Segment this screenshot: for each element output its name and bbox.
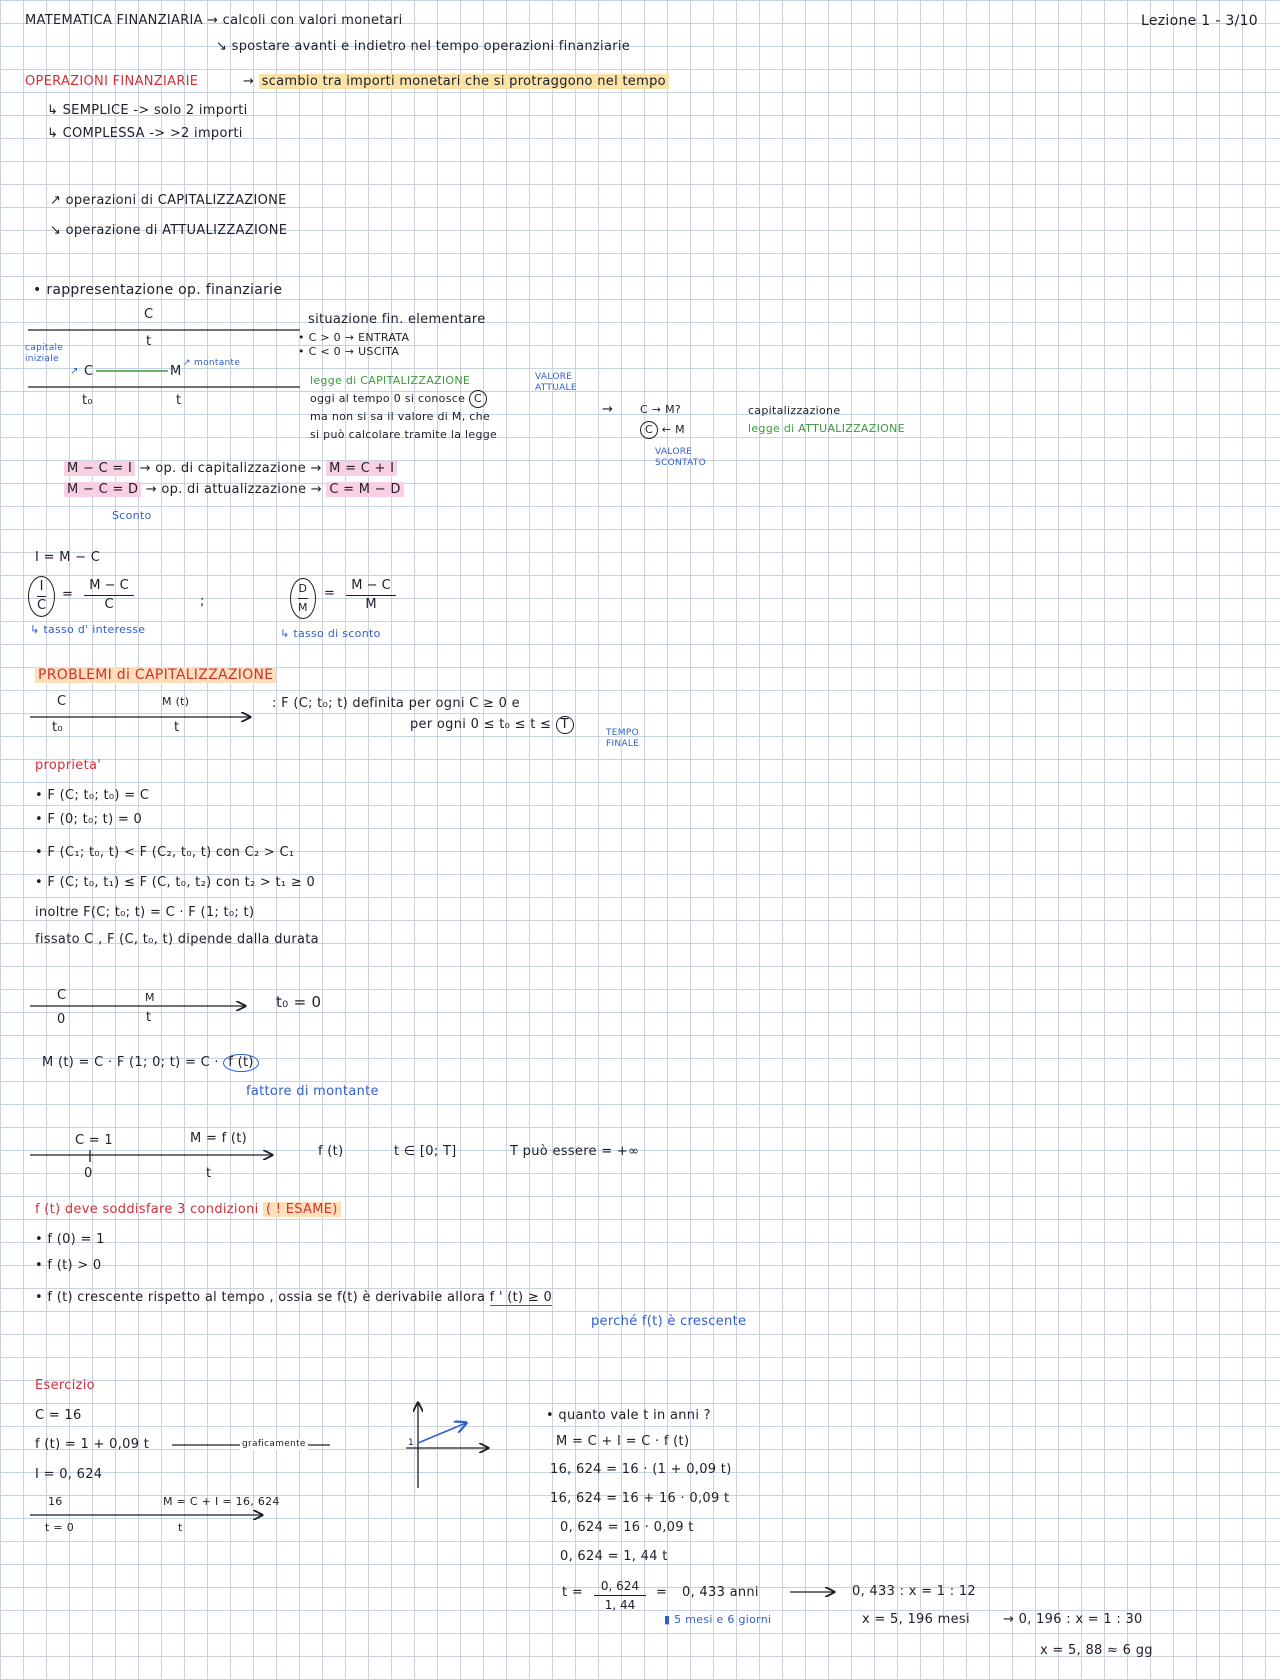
proporzione-3-row: → 0, 196 : x = 1 : 30 <box>1003 1612 1143 1627</box>
condizione-2: • f (t) > 0 <box>35 1258 102 1273</box>
problemi-t: t <box>174 720 180 735</box>
mesi-giorni-text: 5 mesi e 6 giorni <box>674 1613 772 1626</box>
axis-top-c: C <box>144 307 154 322</box>
proporzione-1: 0, 433 : x = 1 : 12 <box>852 1584 977 1599</box>
frac-i-bar <box>37 596 46 597</box>
proprieta-2: • F (0; t₀; t) = 0 <box>35 812 143 827</box>
t-fraction-den: 1, 44 <box>604 1598 636 1612</box>
ft-circled: f (t) <box>223 1054 258 1072</box>
esercizio-ft: f (t) = 1 + 0,09 t <box>35 1437 150 1452</box>
equazione-2: 16, 624 = 16 · (1 + 0,09 t) <box>550 1462 732 1477</box>
equazione-5: 0, 624 = 1, 44 t <box>560 1549 668 1564</box>
legge-line-1 <box>310 390 487 408</box>
fattore-zero-2: 0 <box>84 1166 93 1181</box>
esercizio-c: C = 16 <box>35 1408 82 1423</box>
frac-mc-bar <box>84 595 134 596</box>
fattore-t: t <box>146 1010 152 1025</box>
graph-label-1: 1 <box>408 1438 415 1448</box>
valore-attuale-label: VALORE ATTUALE <box>535 372 577 393</box>
legge-attualizzazione-label: legge di ATTUALIZZAZIONE <box>748 422 905 435</box>
capitalizzazione-word: capitalizzazione <box>748 404 841 417</box>
arrow-to-cm: → <box>602 402 614 417</box>
c-label: C <box>84 364 94 379</box>
esercizio-axis-m: M = C + I = 16, 624 <box>163 1495 280 1508</box>
c-equals-1: C = 1 <box>75 1133 114 1148</box>
relazione-capitalizzazione <box>64 461 397 477</box>
m-label: M <box>170 364 182 379</box>
proprieta-6: fissato C , F (C, t₀, t) dipende dalla durata <box>35 932 319 947</box>
relazione-attualizzazione <box>64 482 404 498</box>
semplice-text: SEMPLICE -> solo 2 importi <box>62 103 248 118</box>
proprieta-3: • F (C₁; t₀, t) < F (C₂, t₀, t) con C₂ > C₁ <box>35 845 295 860</box>
graph-line <box>418 1423 466 1443</box>
frac-d-eq: = <box>324 586 336 601</box>
m-c-i: M − C = I <box>64 461 135 476</box>
uscita-label: • C < 0 → USCITA <box>298 345 400 358</box>
proporzione-3: 0, 196 : x = 1 : 30 <box>1018 1612 1143 1627</box>
semicolon: ; <box>200 594 205 609</box>
fattore-c: C <box>57 988 67 1003</box>
derivata-condition: f ' (t) ≥ 0 <box>489 1290 553 1305</box>
legge-c-circle: C <box>469 390 487 408</box>
t-equals: t = <box>562 1585 584 1600</box>
mt-equation-text: M (t) = C · F (1; 0; t) = C · <box>42 1055 219 1070</box>
condizioni-title <box>35 1202 341 1218</box>
tasso-interesse-label: ↳ tasso d' interesse <box>30 623 146 636</box>
c-eq-m-minus-d: C = M − D <box>326 482 403 497</box>
legge-line-3: si può calcolare tramite la legge <box>310 428 498 441</box>
capitalizzazione-text: operazioni di CAPITALIZZAZIONE <box>65 193 287 208</box>
perche-crescente: perché f(t) è crescente <box>591 1314 747 1329</box>
sconto-label: Sconto <box>112 509 152 522</box>
proporzione-4: x = 5, 88 ≈ 6 gg <box>1040 1643 1153 1658</box>
domanda-t-anni: • quanto vale t in anni ? <box>546 1408 711 1423</box>
problemi-c: C <box>57 694 67 709</box>
frac-md-bar <box>346 595 396 596</box>
t-fraction-eq: = <box>656 1585 668 1600</box>
operazioni-heading: OPERAZIONI FINANZIARIE <box>25 74 199 89</box>
fattore-montante-label: fattore di montante <box>246 1084 379 1099</box>
graficamente-label: graficamente <box>242 1439 306 1449</box>
frac-md-den: M <box>365 597 377 612</box>
page-title: MATEMATICA FINANZIARIA <box>25 13 203 28</box>
legge-line-1-text: oggi al tempo 0 si conosce <box>310 392 466 405</box>
montante-text: montante <box>194 358 241 368</box>
t-interval: t ∈ [0; T] <box>394 1144 457 1159</box>
op-attualizzazione: → op. di attualizzazione → <box>145 482 322 497</box>
proprieta-4: • F (C; t₀, t₁) ≤ F (C, t₀, t₂) con t₂ > t₁ ≥ 0 <box>35 875 316 890</box>
m-c-d: M − C = D <box>64 482 141 497</box>
valore-scontato-label: VALORE SCONTATO <box>655 447 707 468</box>
tempo-finale-label: TEMPO FINALE <box>606 728 640 749</box>
c-back-m-text: ← M <box>661 423 685 436</box>
rappresentazione-title: • rappresentazione op. finanziarie <box>33 282 283 298</box>
m-eq-c-plus-i: M = C + I <box>326 461 397 476</box>
anni-result: 0, 433 anni <box>682 1585 759 1600</box>
problemi-heading-text: PROBLEMI di CAPITALIZZAZIONE <box>35 667 276 683</box>
capitalizzazione-line: ↗ operazioni di CAPITALIZZAZIONE <box>50 193 287 208</box>
problemi-t0: t₀ <box>52 720 63 735</box>
c-to-m-label: C → M? <box>640 403 682 416</box>
t-plus-infinity: T può essere = +∞ <box>510 1144 640 1159</box>
op-capitalizzazione: → op. di capitalizzazione → <box>139 461 322 476</box>
attualizzazione-text: operazione di ATTUALIZZAZIONE <box>65 223 288 238</box>
complessa-line: ↳ COMPLESSA -> >2 importi <box>47 126 243 141</box>
esercizio-axis-16: 16 <box>48 1495 63 1508</box>
tasso-interesse-text: tasso d' interesse <box>43 623 146 636</box>
t0-equals-zero: t₀ = 0 <box>276 993 322 1011</box>
m-minus-c-over-m <box>346 578 396 613</box>
operazioni-definition-text: scambio tra importi monetari che si protraggono nel tempo <box>259 74 669 89</box>
frac-md-num: M − C <box>351 578 391 593</box>
entrata-label: • C > 0 → ENTRATA <box>298 331 410 344</box>
situazione-label: situazione fin. elementare <box>308 312 486 327</box>
t-circled: T <box>556 716 574 734</box>
equazione-4: 0, 624 = 16 · 0,09 t <box>560 1520 694 1535</box>
mesi-giorni-result <box>664 1612 771 1628</box>
capitale-iniziale-label: capitale iniziale <box>25 343 64 364</box>
frac-d-bar <box>298 598 308 599</box>
legge-capitalizzazione-title: legge di CAPITALIZZAZIONE <box>310 374 471 387</box>
problemi-heading <box>35 667 276 683</box>
equazione-3: 16, 624 = 16 + 16 · 0,09 t <box>550 1491 730 1506</box>
proprieta-1: • F (C; t₀; t₀) = C <box>35 788 150 803</box>
tasso-interesse-fraction <box>28 576 55 617</box>
header-arrow-2: ↘ spostare avanti e indietro nel tempo operazioni finanziarie <box>216 39 631 54</box>
header-arrow-2-text: spostare avanti e indietro nel tempo operazioni finanziarie <box>231 39 631 54</box>
condizione-3 <box>35 1290 552 1306</box>
c-circled: C <box>640 421 658 439</box>
equazione-1: M = C + I = C · f (t) <box>556 1434 690 1449</box>
m-equals-ft: M = f (t) <box>190 1131 248 1146</box>
condizione-3-text: • f (t) crescente rispetto al tempo , ossia se f(t) è derivabile allora <box>35 1290 486 1305</box>
t-fraction <box>594 1578 646 1613</box>
c-back-m-row <box>640 421 685 439</box>
proprieta-heading: proprieta' <box>35 758 102 773</box>
frac-d-den: M <box>298 601 308 614</box>
rappresentazione-title-text: rappresentazione op. finanziarie <box>46 282 283 298</box>
proporzione-2: x = 5, 196 mesi <box>862 1612 970 1627</box>
complessa-text: COMPLESSA -> >2 importi <box>62 126 243 141</box>
frac-mc-den: C <box>104 597 114 612</box>
tasso-sconto-fraction <box>290 578 316 619</box>
fattore-zero: 0 <box>57 1012 66 1027</box>
condizione-1: • f (0) = 1 <box>35 1232 105 1247</box>
esame-note: ( ! ESAME) <box>263 1202 341 1217</box>
f-definition-2-text: per ogni 0 ≤ t₀ ≤ t ≤ <box>410 717 552 732</box>
operazioni-definition: → scambio tra importi monetari che si protraggono nel tempo <box>243 74 669 90</box>
arrow-capitale: ↗ <box>70 366 79 377</box>
frac-i-eq: = <box>62 587 74 602</box>
semplice-line: ↳ SEMPLICE -> solo 2 importi <box>47 103 248 118</box>
axis-top-t: t <box>146 334 152 349</box>
tasso-sconto-text: tasso di sconto <box>293 627 381 640</box>
i-equals-m-minus-c: I = M − C <box>35 550 101 565</box>
frac-i-num: I <box>39 579 44 594</box>
frac-i-den: C <box>37 598 47 613</box>
t-fraction-bar <box>594 1595 646 1596</box>
tasso-sconto-label: ↳ tasso di sconto <box>280 627 381 640</box>
fattore-m: M <box>145 991 155 1004</box>
proprieta-5: inoltre F(C; t₀; t) = C · F (1; t₀; t) <box>35 905 255 920</box>
mesi-giorni-bullet: ▮ <box>664 1613 671 1626</box>
t-label: t <box>176 393 182 408</box>
mt-equation <box>42 1054 259 1072</box>
montante-label: ↗ montante <box>183 358 241 368</box>
problemi-mt: M (t) <box>162 695 190 708</box>
header-arrow-1: → calcoli con valori monetari <box>207 13 403 28</box>
legge-line-2: ma non si sa il valore di M, che <box>310 410 490 423</box>
t-fraction-num: 0, 624 <box>600 1579 640 1593</box>
esercizio-heading: Esercizio <box>35 1378 95 1393</box>
ft-label: f (t) <box>318 1144 344 1159</box>
frac-d-num: D <box>298 582 307 595</box>
condizioni-title-text: f (t) deve soddisfare 3 condizioni <box>35 1202 259 1217</box>
fattore-t-2: t <box>206 1166 212 1181</box>
esercizio-axis-t: t <box>178 1521 183 1534</box>
attualizzazione-line: ↘ operazione di ATTUALIZZAZIONE <box>50 223 288 238</box>
f-definition-2 <box>410 716 574 734</box>
f-definition: : F (C; t₀; t) definita per ogni C ≥ 0 e <box>272 696 520 711</box>
m-minus-c-over-c <box>84 578 134 613</box>
esercizio-i: I = 0, 624 <box>35 1467 103 1482</box>
esercizio-axis-t0: t = 0 <box>45 1521 75 1534</box>
lesson-label: Lezione 1 - 3/10 <box>1141 13 1259 29</box>
frac-mc-num: M − C <box>89 578 129 593</box>
t0-label: t₀ <box>82 393 93 408</box>
header-arrow-1-text: calcoli con valori monetari <box>222 13 403 28</box>
